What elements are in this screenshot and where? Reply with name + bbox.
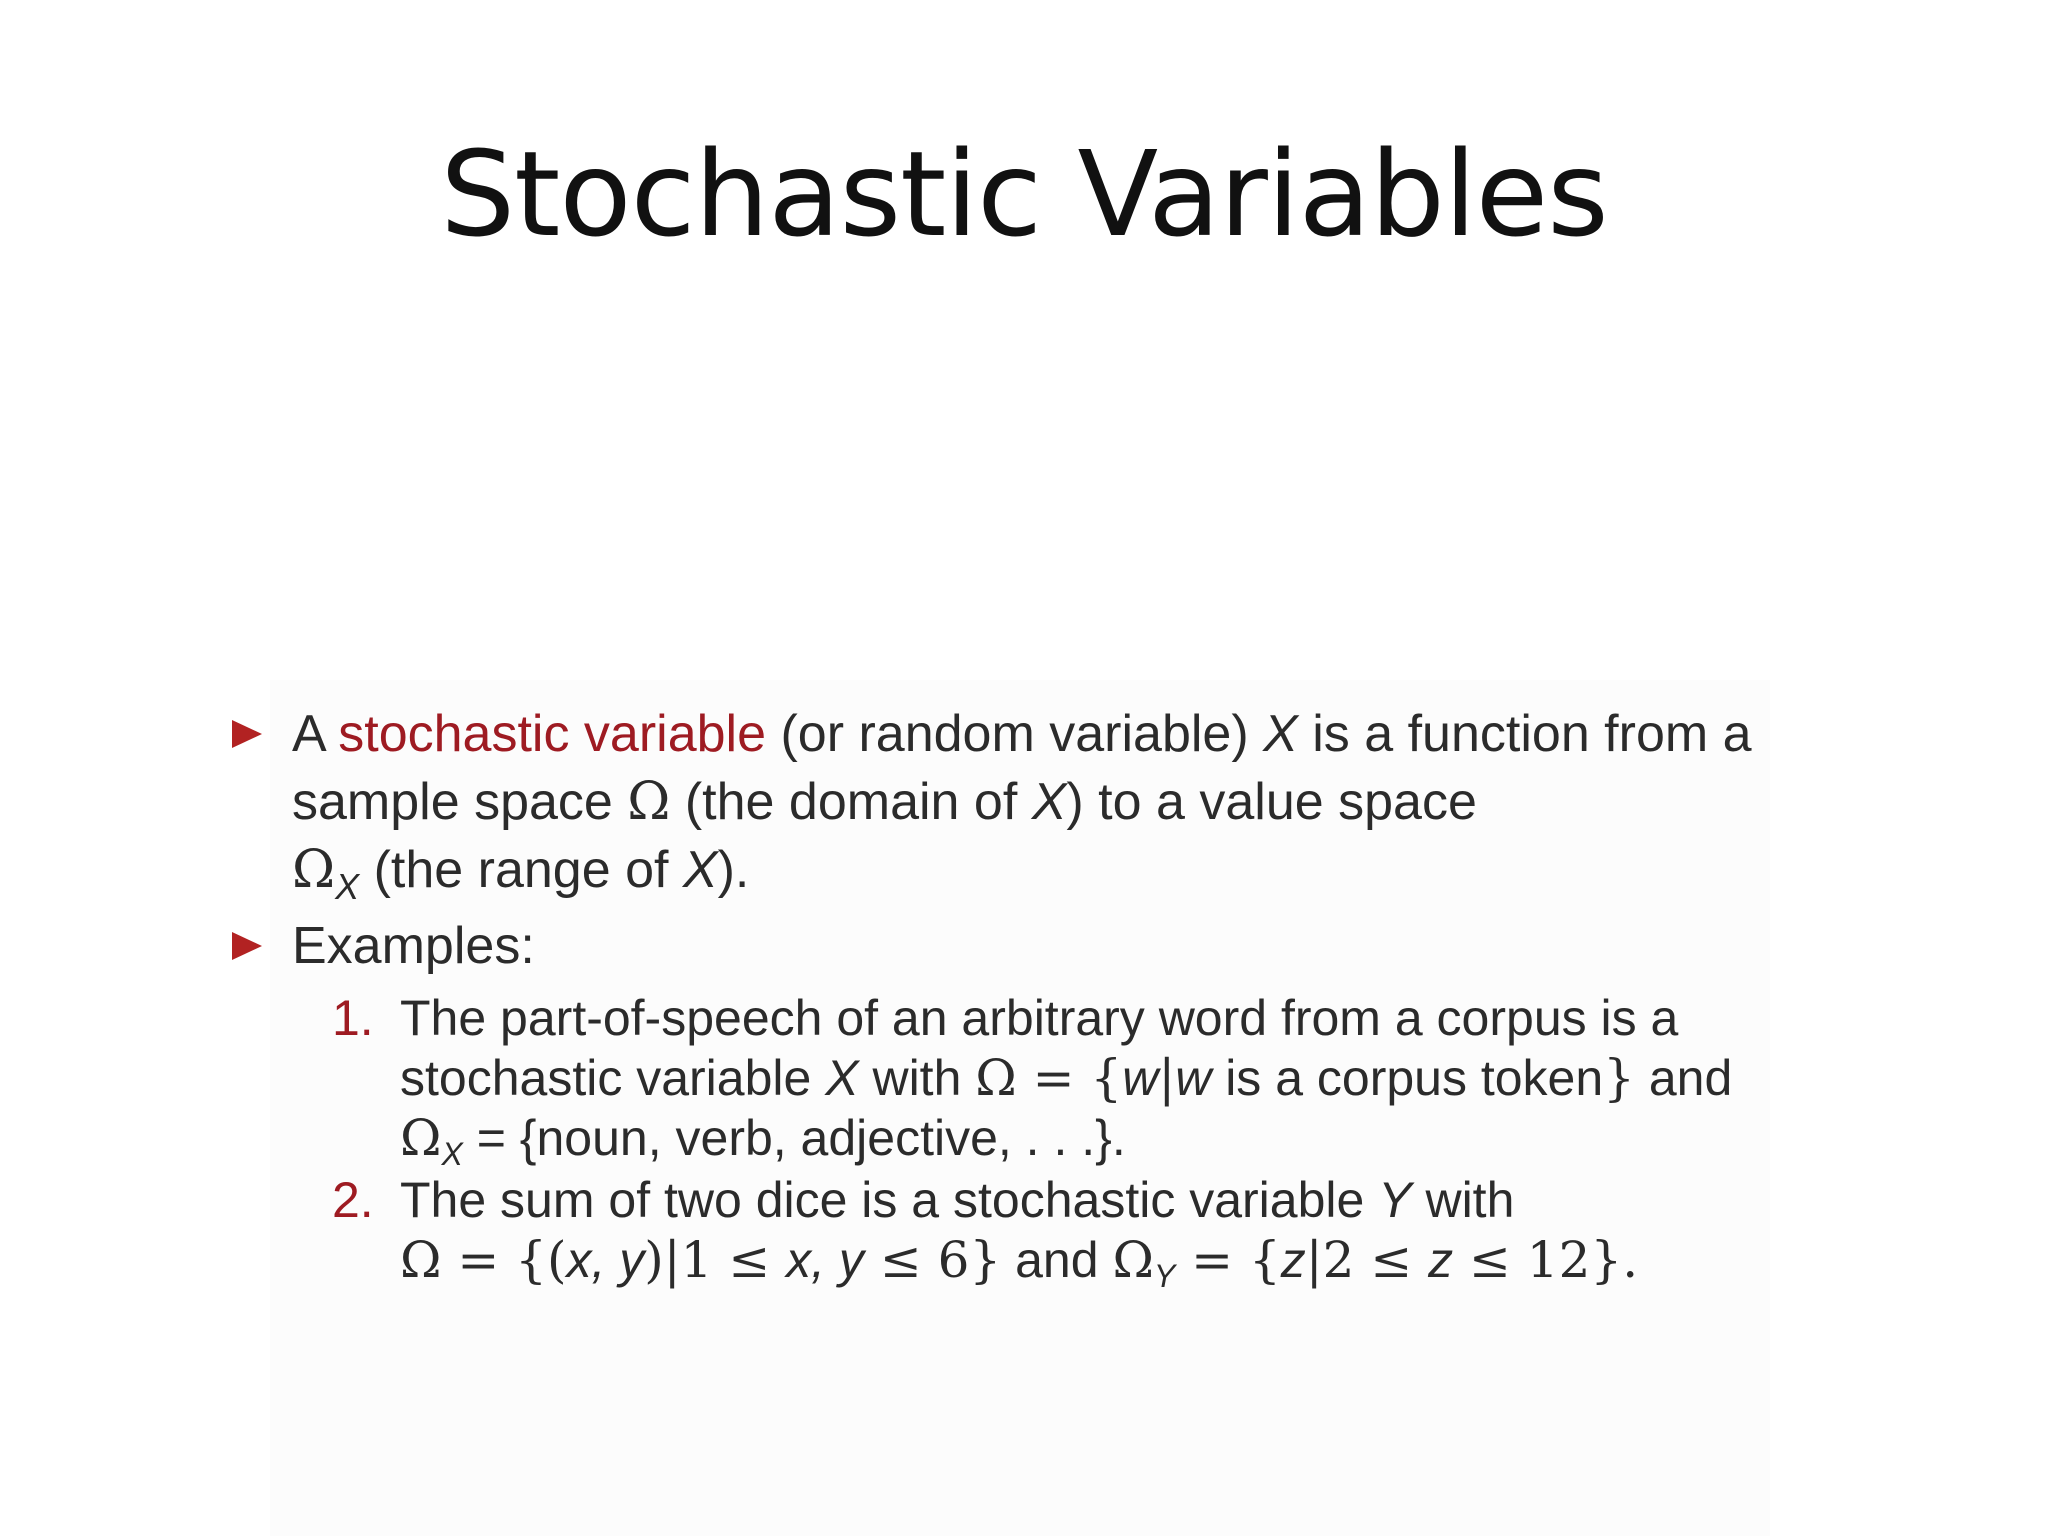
math-variable: X bbox=[1031, 773, 1067, 831]
example-number: 2. bbox=[332, 1172, 374, 1228]
bullet-text: (or random variable) bbox=[766, 705, 1264, 763]
example-text: and bbox=[1001, 1232, 1113, 1288]
math-variable: z bbox=[1280, 1232, 1306, 1288]
bullet-text: (the range of bbox=[359, 841, 683, 899]
math-variable: Y bbox=[1378, 1172, 1412, 1228]
bullet-text: (the domain of bbox=[670, 773, 1032, 831]
math-expression: = { bbox=[1175, 1231, 1281, 1289]
example-item-1 bbox=[332, 988, 1760, 1174]
example-text: with bbox=[858, 1050, 976, 1106]
bullet-examples bbox=[292, 912, 1752, 980]
math-expression: )|1 ≤ bbox=[644, 1231, 787, 1289]
math-symbol: Ω bbox=[627, 772, 671, 832]
math-symbol: } bbox=[1603, 1049, 1635, 1107]
math-expression: Ω = {( bbox=[400, 1231, 567, 1289]
example-text: is a corpus token bbox=[1211, 1050, 1604, 1106]
example-text: The part-of-speech of an arbitrary word from a corpus is a stochastic variable bbox=[400, 990, 1679, 1106]
triangle-right-icon bbox=[232, 720, 262, 748]
math-expression: = {noun, verb, adjective, . . .}. bbox=[462, 1110, 1126, 1166]
math-expression: |2 ≤ bbox=[1305, 1231, 1429, 1289]
math-variable: w bbox=[1122, 1050, 1159, 1106]
math-variable: X bbox=[825, 1050, 859, 1106]
triangle-right-icon bbox=[232, 932, 262, 960]
math-expression: Ω = { bbox=[975, 1049, 1123, 1107]
math-variable: X bbox=[1263, 705, 1298, 763]
math-subscript: X bbox=[335, 866, 360, 907]
example-item-2 bbox=[332, 1170, 1760, 1296]
math-symbol: Ω bbox=[1112, 1231, 1154, 1289]
math-variable: x, y bbox=[786, 1232, 864, 1288]
math-variable: X bbox=[682, 841, 718, 899]
math-symbol: Ω bbox=[292, 840, 336, 900]
example-number: 1. bbox=[332, 990, 374, 1046]
example-text: The sum of two dice is a stochastic variable bbox=[400, 1172, 1379, 1228]
slide-title: Stochastic Variables bbox=[440, 125, 1608, 263]
math-symbol: Ω bbox=[400, 1109, 442, 1167]
bullet-definition bbox=[292, 700, 1752, 909]
example-text: with bbox=[1411, 1172, 1515, 1228]
math-variable: z bbox=[1428, 1232, 1454, 1288]
math-expression: ≤ 6} bbox=[863, 1231, 1002, 1289]
highlight-term: stochastic variable bbox=[338, 705, 767, 763]
math-variable: w bbox=[1175, 1050, 1212, 1106]
bullet-text: ). bbox=[717, 841, 750, 899]
math-subscript: Y bbox=[1153, 1258, 1176, 1294]
example-text: and bbox=[1634, 1050, 1733, 1106]
bullet-text: A bbox=[292, 705, 339, 763]
bullet-text: Examples: bbox=[292, 917, 535, 975]
math-expression: ≤ 12}. bbox=[1453, 1231, 1639, 1289]
math-subscript: X bbox=[441, 1136, 463, 1172]
bullet-text: is a function from a sample space bbox=[292, 705, 1752, 831]
math-variable: x, y bbox=[566, 1232, 645, 1288]
bullet-text: ) to a value space bbox=[1066, 773, 1477, 831]
math-symbol: | bbox=[1158, 1049, 1176, 1107]
